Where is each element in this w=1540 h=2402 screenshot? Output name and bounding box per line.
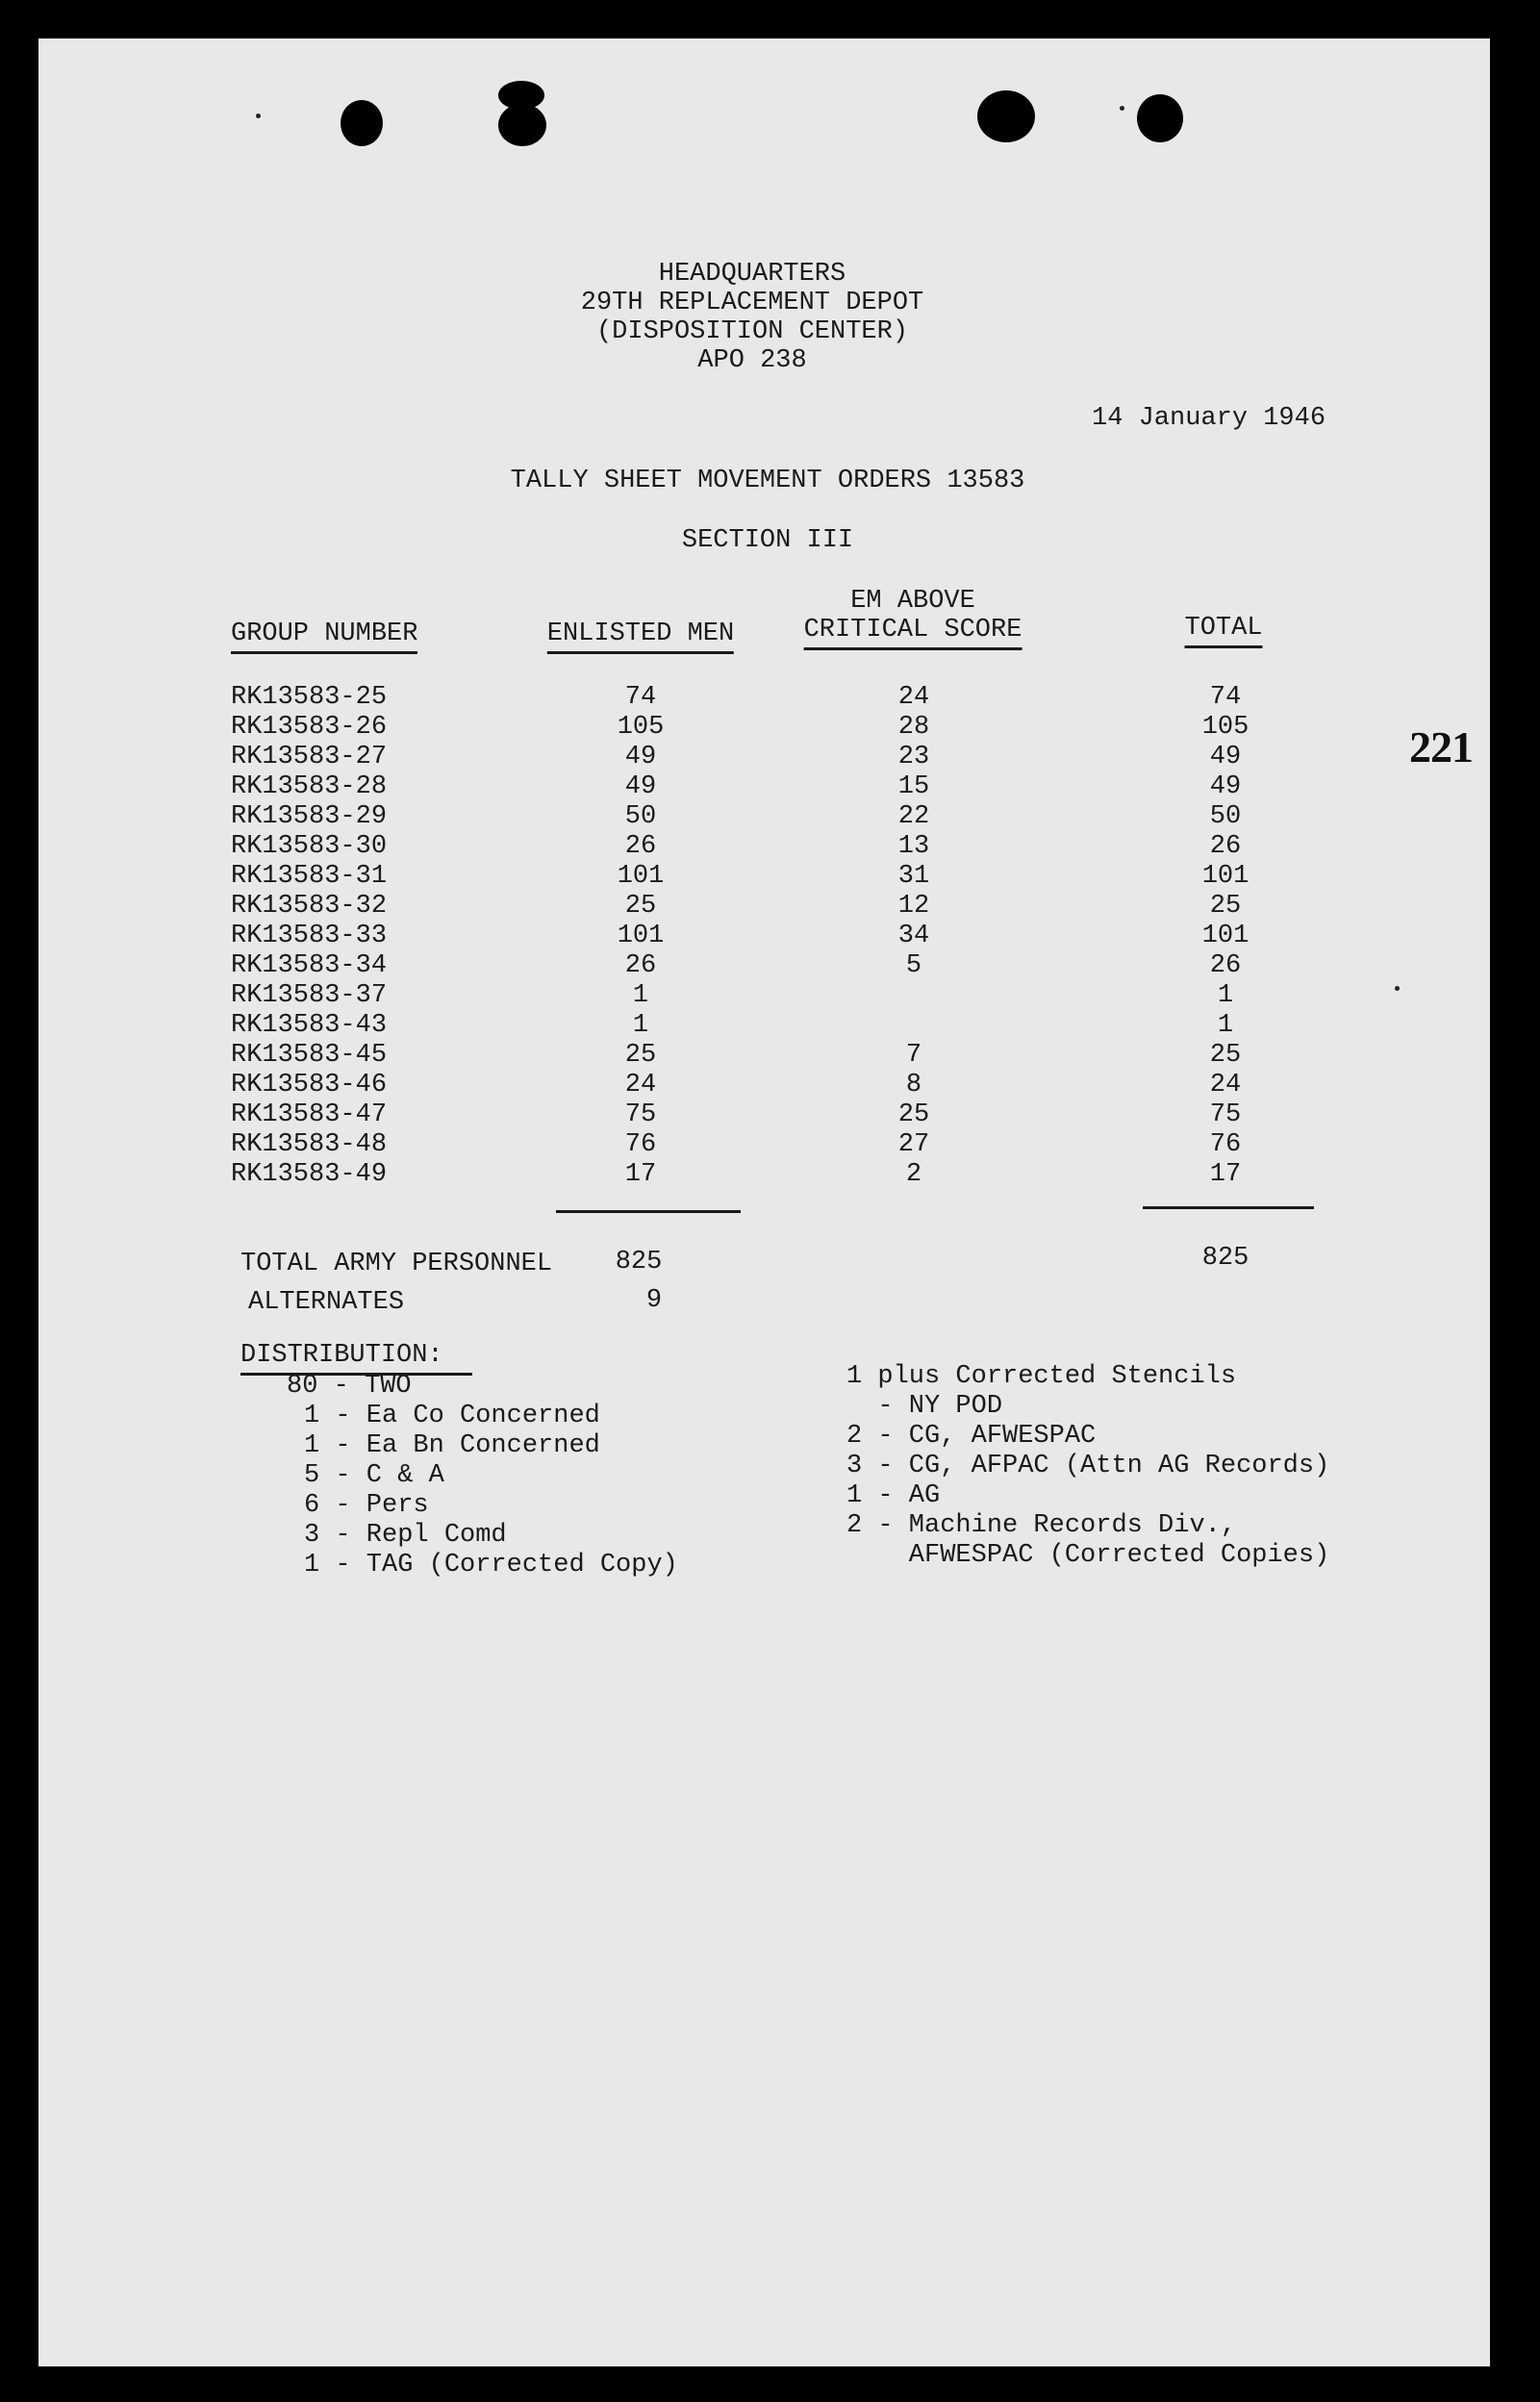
total-count: 74 bbox=[1209, 683, 1242, 712]
page-number: 221 bbox=[1409, 722, 1473, 771]
above-score-count: 23 bbox=[897, 743, 930, 771]
total-count: 49 bbox=[1209, 743, 1242, 771]
above-score-count: 34 bbox=[897, 922, 930, 950]
column-header-critical-score: CRITICAL SCORE bbox=[804, 618, 1022, 650]
group-number: RK13583-49 bbox=[231, 1160, 388, 1189]
group-number: RK13583-25 bbox=[231, 683, 388, 712]
enlisted-count: 1 bbox=[632, 981, 649, 1010]
speck bbox=[256, 114, 261, 118]
total-count: 101 bbox=[1201, 862, 1250, 891]
speck bbox=[1395, 986, 1400, 991]
total-count: 24 bbox=[1209, 1071, 1242, 1100]
list-item: - NY POD bbox=[846, 1392, 1003, 1421]
header-line-3: (DISPOSITION CENTER) bbox=[595, 317, 909, 346]
enlisted-count: 24 bbox=[624, 1071, 657, 1100]
group-number: RK13583-27 bbox=[231, 743, 388, 771]
distribution-heading: DISTRIBUTION: bbox=[240, 1343, 472, 1376]
enlisted-count: 26 bbox=[624, 832, 657, 861]
list-item: 1 - TAG (Corrected Copy) bbox=[304, 1551, 678, 1580]
list-item: AFWESPAC (Corrected Copies) bbox=[846, 1541, 1330, 1570]
above-score-count: 25 bbox=[897, 1100, 930, 1129]
enlisted-count: 49 bbox=[624, 743, 657, 771]
group-number: RK13583-45 bbox=[231, 1041, 388, 1070]
list-item: 1 - Ea Bn Concerned bbox=[304, 1431, 600, 1460]
total-count: 25 bbox=[1209, 892, 1242, 921]
enlisted-count: 105 bbox=[617, 713, 665, 742]
total-count: 75 bbox=[1209, 1100, 1242, 1129]
group-number: RK13583-32 bbox=[231, 892, 388, 921]
above-score-count: 12 bbox=[897, 892, 930, 921]
list-item: 2 - CG, AFWESPAC bbox=[846, 1422, 1097, 1451]
list-item: 1 - AG bbox=[846, 1481, 941, 1510]
alternates-label: ALTERNATES bbox=[248, 1288, 405, 1317]
above-score-count: 27 bbox=[897, 1130, 930, 1159]
total-count: 76 bbox=[1209, 1130, 1242, 1159]
group-number: RK13583-34 bbox=[231, 951, 388, 980]
punch-hole bbox=[977, 90, 1035, 142]
enlisted-count: 101 bbox=[617, 862, 665, 891]
sum-rule-enlisted bbox=[556, 1210, 741, 1213]
total-count: 26 bbox=[1209, 951, 1242, 980]
above-score-count: 5 bbox=[905, 951, 922, 980]
total-label: TOTAL ARMY PERSONNEL bbox=[240, 1250, 553, 1278]
total-count: 1 bbox=[1217, 1011, 1234, 1040]
total-count: 50 bbox=[1209, 802, 1242, 831]
group-number: RK13583-47 bbox=[231, 1100, 388, 1129]
group-number: RK13583-31 bbox=[231, 862, 388, 891]
header-line-1: HEADQUARTERS bbox=[658, 260, 846, 289]
total-count: 17 bbox=[1209, 1160, 1242, 1189]
group-number: RK13583-30 bbox=[231, 832, 388, 861]
enlisted-count: 49 bbox=[624, 772, 657, 801]
header-line-4: APO 238 bbox=[697, 346, 807, 375]
punch-hole bbox=[341, 100, 383, 146]
document-title: TALLY SHEET MOVEMENT ORDERS 13583 bbox=[510, 467, 1025, 495]
list-item: 6 - Pers bbox=[304, 1491, 429, 1520]
total-total: 825 bbox=[1201, 1244, 1250, 1273]
group-number: RK13583-37 bbox=[231, 981, 388, 1010]
enlisted-count: 25 bbox=[624, 1041, 657, 1070]
list-item: 2 - Machine Records Div., bbox=[846, 1511, 1237, 1540]
enlisted-count: 50 bbox=[624, 802, 657, 831]
above-score-count: 28 bbox=[897, 713, 930, 742]
group-number: RK13583-26 bbox=[231, 713, 388, 742]
list-item: 3 - CG, AFPAC (Attn AG Records) bbox=[846, 1452, 1330, 1480]
alternates-value: 9 bbox=[645, 1286, 663, 1315]
enlisted-count: 75 bbox=[624, 1100, 657, 1129]
total-enlisted: 825 bbox=[615, 1248, 663, 1277]
sum-rule-total bbox=[1143, 1206, 1314, 1209]
total-count: 25 bbox=[1209, 1041, 1242, 1070]
enlisted-count: 1 bbox=[632, 1011, 649, 1040]
enlisted-count: 26 bbox=[624, 951, 657, 980]
punch-hole bbox=[1137, 94, 1183, 142]
above-score-count: 22 bbox=[897, 802, 930, 831]
section-heading: SECTION III bbox=[681, 526, 854, 555]
group-number: RK13583-46 bbox=[231, 1071, 388, 1100]
document-date: 14 January 1946 bbox=[1092, 404, 1326, 433]
list-item: 5 - C & A bbox=[304, 1461, 444, 1490]
header-line-2: 29TH REPLACEMENT DEPOT bbox=[580, 289, 924, 317]
list-item: 1 plus Corrected Stencils bbox=[846, 1362, 1237, 1391]
list-item: 80 - TWO bbox=[287, 1372, 412, 1401]
above-score-count: 31 bbox=[897, 862, 930, 891]
punch-hole bbox=[498, 104, 546, 146]
total-count: 26 bbox=[1209, 832, 1242, 861]
group-number: RK13583-28 bbox=[231, 772, 388, 801]
group-number: RK13583-33 bbox=[231, 922, 388, 950]
above-score-count: 13 bbox=[897, 832, 930, 861]
column-header-enlisted: ENLISTED MEN bbox=[547, 621, 734, 654]
total-count: 105 bbox=[1201, 713, 1250, 742]
above-score-count: 2 bbox=[905, 1160, 922, 1189]
column-header-total: TOTAL bbox=[1184, 616, 1262, 648]
enlisted-count: 101 bbox=[617, 922, 665, 950]
above-score-count: 8 bbox=[905, 1071, 922, 1100]
enlisted-count: 17 bbox=[624, 1160, 657, 1189]
enlisted-count: 74 bbox=[624, 683, 657, 712]
total-count: 49 bbox=[1209, 772, 1242, 801]
above-score-count: 24 bbox=[897, 683, 930, 712]
above-score-count: 7 bbox=[905, 1041, 922, 1070]
column-header-group: GROUP NUMBER bbox=[231, 621, 417, 654]
list-item: 3 - Repl Comd bbox=[304, 1521, 507, 1550]
total-count: 1 bbox=[1217, 981, 1234, 1010]
total-count: 101 bbox=[1201, 922, 1250, 950]
group-number: RK13583-29 bbox=[231, 802, 388, 831]
enlisted-count: 76 bbox=[624, 1130, 657, 1159]
group-number: RK13583-43 bbox=[231, 1011, 388, 1040]
list-item: 1 - Ea Co Concerned bbox=[304, 1402, 600, 1430]
above-score-count: 15 bbox=[897, 772, 930, 801]
document-page bbox=[38, 38, 1490, 2366]
column-header-em-above: EM ABOVE bbox=[850, 587, 975, 616]
group-number: RK13583-48 bbox=[231, 1130, 388, 1159]
enlisted-count: 25 bbox=[624, 892, 657, 921]
speck bbox=[1120, 106, 1124, 111]
